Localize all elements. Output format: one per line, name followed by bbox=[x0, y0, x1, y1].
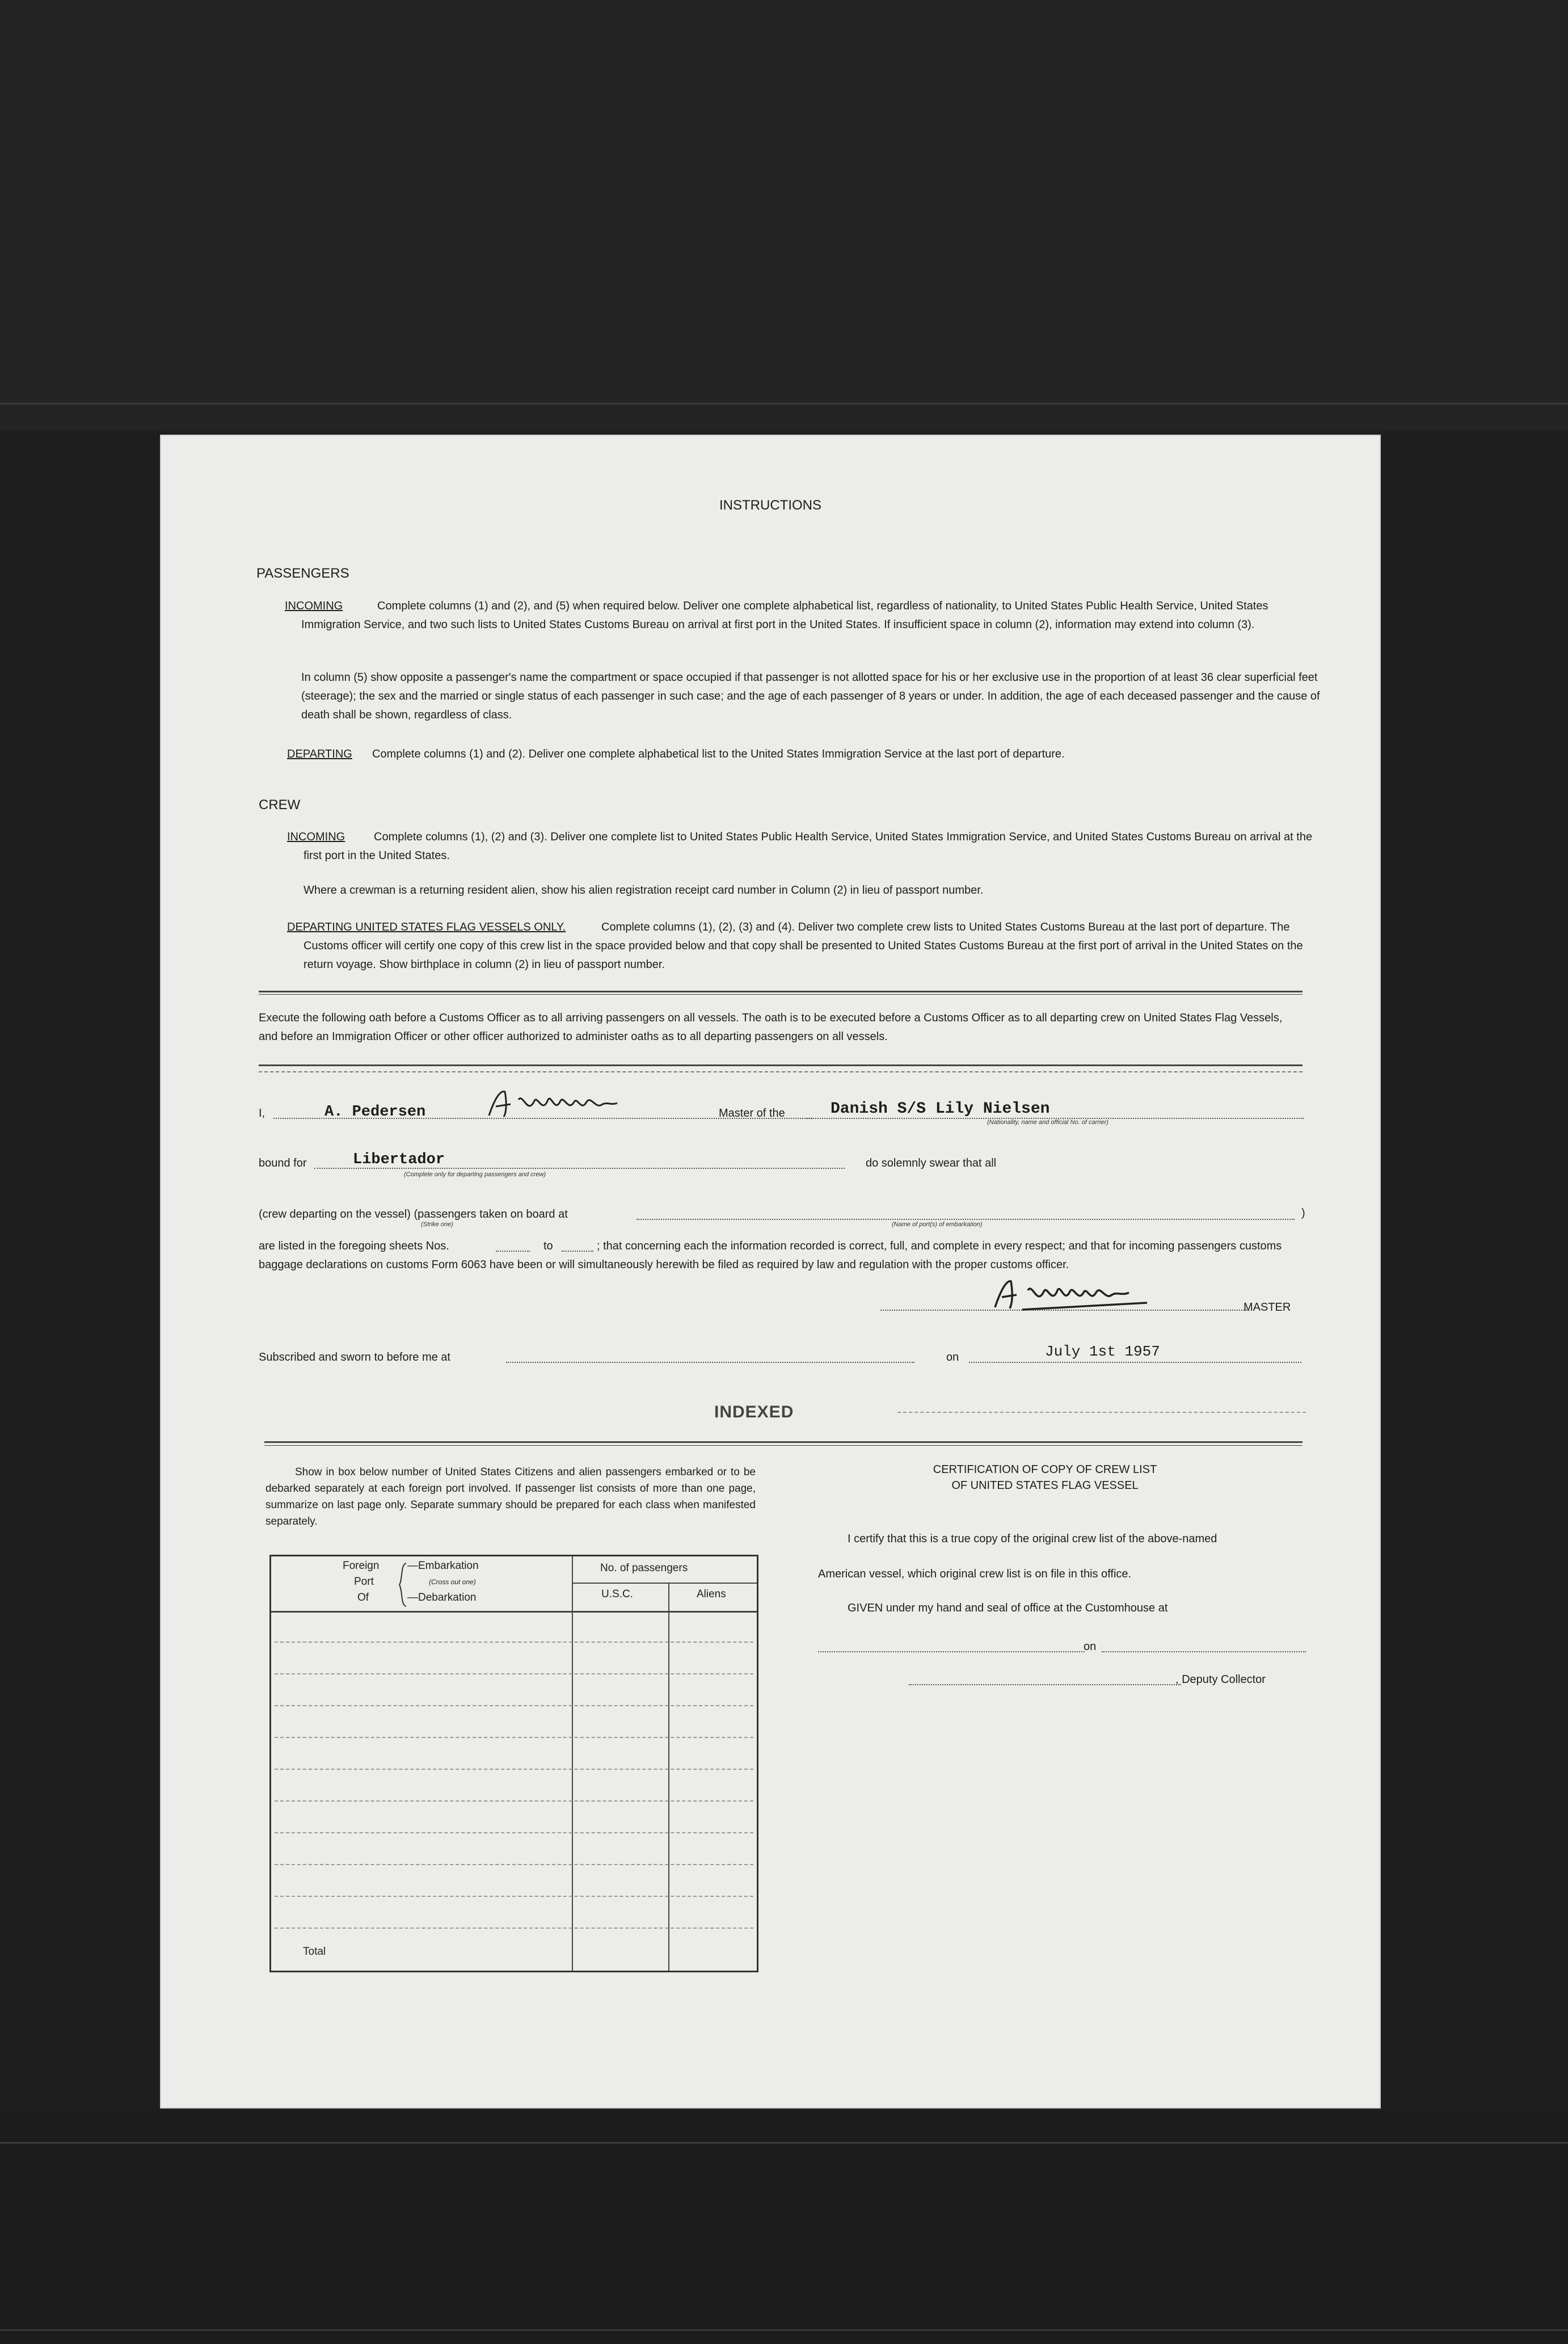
close-paren: ) bbox=[1301, 1207, 1305, 1219]
listed-text: are listed in the foregoing sheets Nos. bbox=[259, 1240, 449, 1252]
section-rule bbox=[264, 1441, 1303, 1443]
passengers-incoming-text: Complete columns (1) and (2), and (5) when required below. Deliver one complete alphabetical list, regardless of nationality, to United States Public Health Service, United States Immigration Service, and two such lists to United States Customs Bureau on arrival at first port in the United States. If insufficient space in column (2), information may extend into column (3). bbox=[301, 600, 1268, 631]
total-label: Total bbox=[303, 1946, 326, 1958]
passengers-incoming-label: INCOMING bbox=[285, 600, 343, 612]
indexed-line bbox=[897, 1412, 1306, 1413]
passengers-heading: PASSENGERS bbox=[256, 566, 349, 581]
section-rule bbox=[264, 1445, 1303, 1446]
table-row bbox=[275, 1864, 753, 1865]
oath-intro: Execute the following oath before a Customs Officer as to all arriving passengers on all vessels. The oath is to be executed before a Customs Officer as to all departing crew on United States Flag Vessels, and before an Immigration Officer or other officer authorized to administer oaths as to all departing passengers on all vessels. bbox=[259, 1012, 1283, 1043]
crew-departing-text: Complete columns (1), (2), (3) and (4). Deliver two complete crew lists to United States Customs Bureau at the last port of departure. The Customs officer will certify one copy of this crew list in the space provided below and that copy shall be presented to United States Customs Bureau at the first port of arrival in the United States on the return voyage. Show birthplace in column (2) in lieu of passport number. bbox=[304, 921, 1303, 971]
subscribed-on-label: on bbox=[946, 1351, 959, 1364]
given-text: GIVEN under my hand and seal of office at the Customhouse at bbox=[848, 1602, 1168, 1614]
subscribed-date: July 1st 1957 bbox=[1045, 1343, 1160, 1360]
table-column-line bbox=[668, 1583, 669, 1971]
swear-text: do solemnly swear that all bbox=[866, 1157, 997, 1169]
certification-date-line bbox=[1102, 1651, 1306, 1652]
master-signature-icon bbox=[483, 1087, 654, 1121]
subscribed-date-line bbox=[969, 1362, 1301, 1363]
scan-background-bottom bbox=[0, 2111, 1568, 2344]
master-of-label: Master of the bbox=[719, 1107, 785, 1120]
strike-caption: (Strike one) bbox=[421, 1221, 453, 1228]
table-row bbox=[275, 1642, 753, 1643]
master-name: A. Pedersen bbox=[324, 1104, 426, 1121]
header-foreign: Foreign bbox=[343, 1560, 380, 1572]
crew-departing-statement: (crew departing on the vessel) (passengers taken on board at bbox=[259, 1208, 568, 1221]
passengers-column5-text: In column (5) show opposite a passenger's name the compartment or space occupied if that passenger is not allotted space for his or her exclusive use in the proportion of at least 36 clear superficial feet (steerage); the sex and the married or single status of each passenger in such case; and the age of each passenger of 8 years or under. In addition, the age of each deceased passenger and the cause of death shall be shown, regardless of class. bbox=[301, 671, 1320, 721]
scan-background-top bbox=[0, 0, 1568, 431]
scan-edge-line bbox=[0, 2329, 1568, 2331]
to-label: to bbox=[543, 1240, 553, 1252]
instructions-title: INSTRUCTIONS bbox=[719, 498, 821, 513]
passenger-summary-table bbox=[269, 1555, 758, 1972]
header-no-passengers: No. of passengers bbox=[600, 1562, 688, 1574]
table-row bbox=[275, 1800, 753, 1802]
section-rule bbox=[259, 1071, 1303, 1072]
concerning-text: ; that concerning each the information recorded is correct, full, and complete in every respect; and that for incoming passengers customs baggage declarations on customs Form 6063 have been or will simultaneously herewith be filed as required by law and regulation with the proper customs officer. bbox=[259, 1240, 1282, 1271]
table-row bbox=[275, 1832, 753, 1833]
header-aliens: Aliens bbox=[697, 1588, 726, 1600]
passengers-departing-text: Complete columns (1) and (2). Deliver one complete alphabetical list to the United States Immigration Service at the last port of departure. bbox=[372, 748, 1065, 760]
header-port: Port bbox=[354, 1576, 374, 1588]
master-signature-icon bbox=[988, 1276, 1170, 1313]
bound-for-caption: (Complete only for departing passengers and crew) bbox=[404, 1171, 546, 1178]
crew-heading: CREW bbox=[259, 797, 301, 813]
summary-instructions: Show in box below number of United States Citizens and alien passengers embarked or to be debarked separately at each foreign port involved. If passenger list consists of more than one page, summarize on last page only. Separate summary should be prepared for each class when manifested separately. bbox=[265, 1466, 756, 1527]
bound-for-label: bound for bbox=[259, 1157, 307, 1169]
master-label: MASTER bbox=[1244, 1301, 1291, 1314]
oath-i-label: I, bbox=[259, 1107, 265, 1120]
certify-line2: American vessel, which original crew list is on file in this office. bbox=[818, 1568, 1132, 1580]
crew-incoming-label: INCOMING bbox=[287, 831, 345, 843]
vessel-name: Danish S/S Lily Nielsen bbox=[831, 1100, 1050, 1118]
indexed-stamp: INDEXED bbox=[714, 1403, 794, 1421]
certification-on-label: on bbox=[1084, 1640, 1097, 1653]
section-rule bbox=[259, 994, 1303, 995]
table-row bbox=[275, 1928, 753, 1929]
table-column-line bbox=[572, 1556, 573, 1971]
header-debarkation: —Debarkation bbox=[407, 1592, 477, 1604]
deputy-collector-label: , Deputy Collector bbox=[1175, 1673, 1266, 1686]
certification-title-line2: OF UNITED STATES FLAG VESSEL bbox=[951, 1479, 1139, 1492]
subscribed-text: Subscribed and sworn to before me at bbox=[259, 1351, 450, 1364]
vessel-caption: (Nationality, name and official No. of carrier) bbox=[987, 1119, 1108, 1126]
document-page bbox=[160, 435, 1381, 2109]
crew-incoming-text: Complete columns (1), (2) and (3). Deliver one complete list to United States Public Health Service, United States Immigration Service, and United States Customs Bureau on arrival at the first port in the United States. bbox=[304, 831, 1313, 862]
section-rule bbox=[259, 1064, 1303, 1066]
section-rule bbox=[259, 991, 1303, 992]
embarkation-ports-line bbox=[637, 1219, 1295, 1220]
header-of: Of bbox=[357, 1592, 369, 1604]
customhouse-line bbox=[818, 1651, 1085, 1652]
deputy-signature-line bbox=[909, 1684, 1181, 1685]
table-row bbox=[275, 1673, 753, 1674]
scan-edge-line bbox=[0, 2142, 1568, 2144]
ports-caption: (Name of port(s) of embarkation) bbox=[892, 1221, 983, 1228]
header-cross-out: (Cross out one) bbox=[429, 1578, 476, 1586]
certification-title-line1: CERTIFICATION OF COPY OF CREW LIST bbox=[933, 1463, 1157, 1476]
crew-resident-text: Where a crewman is a returning resident alien, show his alien registration receipt card number in Column (2) in lieu of passport number. bbox=[304, 884, 984, 897]
header-usc: U.S.C. bbox=[601, 1588, 633, 1600]
table-header-line bbox=[271, 1611, 757, 1614]
crew-departing-label: DEPARTING UNITED STATES FLAG VESSELS ONLY. bbox=[287, 921, 566, 933]
table-row bbox=[275, 1737, 753, 1738]
bound-for-value: Libertador bbox=[353, 1151, 445, 1168]
table-row bbox=[275, 1769, 753, 1770]
certify-line1: I certify that this is a true copy of the original crew list of the above-named bbox=[848, 1533, 1217, 1545]
table-row bbox=[275, 1705, 753, 1706]
table-row bbox=[275, 1896, 753, 1897]
header-embarkation: —Embarkation bbox=[407, 1560, 479, 1572]
table-header-line bbox=[572, 1583, 757, 1584]
scan-edge-line bbox=[0, 403, 1568, 405]
subscribed-place-line bbox=[506, 1362, 914, 1363]
passengers-departing-label: DEPARTING bbox=[287, 748, 352, 760]
